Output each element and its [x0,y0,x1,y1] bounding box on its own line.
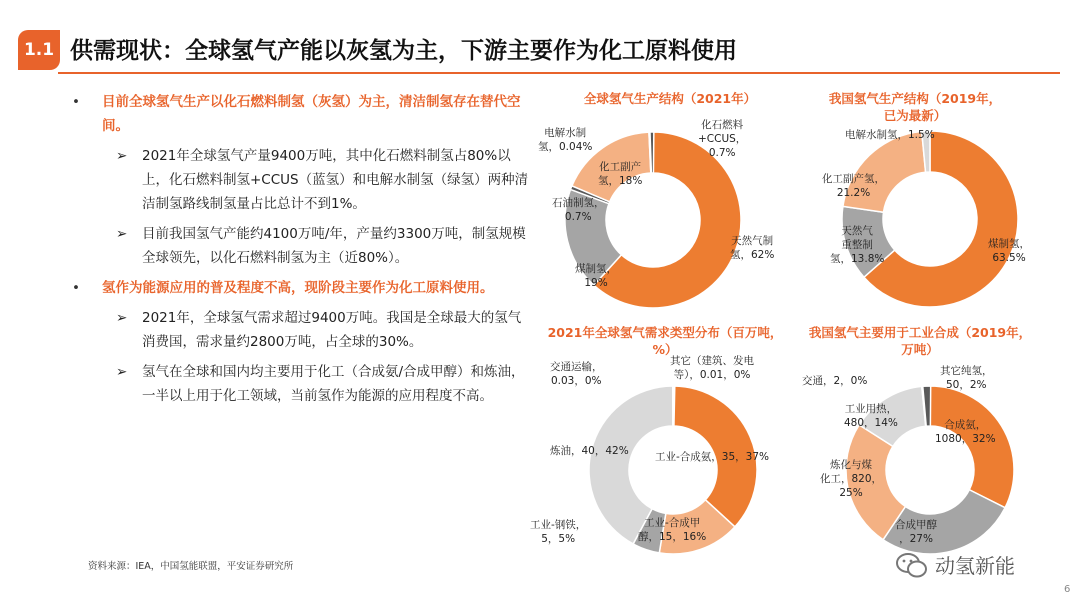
donut-slice [930,386,1014,508]
page-number: 6 [1064,584,1071,595]
slice-label [845,128,935,142]
slice-label-line: 电解水制 [544,127,587,139]
slice-label [598,160,642,188]
slice-label-line: 工业-合成氨，35，37% [655,451,769,463]
chart-panel-global-production [530,84,800,314]
slice-label-line: 天然气制 [731,235,774,247]
sub-bullet-text: 2021年，全球氢气需求超过9400万吨。我国是全球最大的氢气消费国，需求量约2800万吨，占全球的30%。 [142,310,522,350]
slice-label [895,518,937,546]
title-divider [58,72,1060,74]
bullet-icon: • [72,280,80,296]
slice-label-line: 石油制氢， [552,197,605,209]
slice-label [670,354,754,382]
sub-bullet [70,306,530,354]
slice-label-line: 工业-钢铁， [530,519,587,531]
donut-slice [673,386,674,426]
slice-label [550,444,629,458]
slice-label [822,172,885,200]
chart-panel-global-demand [530,320,800,560]
slice-label-line: 工业用热， [844,403,898,415]
bullet-point [70,90,530,138]
text-content [70,90,530,414]
slice-label-line: 化工副产氢， [822,173,885,185]
chart-title: 2021年全球氢气需求类型分布（百万吨，%） [547,325,783,357]
bullet-text: 氢作为能源应用的普及程度不高，现阶段主要作为化工原料使用。 [102,280,494,296]
chart-panel-china-demand [800,320,1070,560]
slice-label [988,237,1030,265]
slice-label-line: 氢，62% [730,249,775,261]
slice-label-line: 0.7% [708,147,736,159]
slice-label [655,450,769,464]
slice-label-line: 等），0.01，0% [673,369,751,381]
bullet-icon: • [72,94,80,110]
sub-bullet [70,144,530,216]
sub-bullet-text: 目前我国氢气产能约4100万吨/年，产量约3300万吨，制氢规模全球领先，以化石燃料制氢为主（近80%）。 [142,226,526,266]
chart-title: 我国氢气生产结构（2019年，已为最新） [828,91,1002,123]
donut-slice [650,132,654,173]
slice-label-line: 化工，820， [820,473,883,485]
slice-label-line: 煤制氢， [988,238,1030,250]
bullet-point [70,276,530,300]
slice-label [940,364,993,392]
slice-label [552,196,605,224]
slice-label-line: 氢，0.04% [538,141,593,153]
arrow-bullet-icon: ➢ [116,310,128,326]
slice-label-line: 工业-合成甲 [643,517,701,529]
arrow-bullet-icon: ➢ [116,226,128,242]
slice-label-line: ，27% [899,533,933,545]
slice-label-line: 化工副产 [599,161,642,173]
slice-label-line: 重整制 [841,239,873,251]
slice-label-line: 氢，18% [598,175,643,187]
slice-label [820,458,882,500]
arrow-bullet-icon: ➢ [116,364,128,380]
sub-bullet-text: 氢气在全球和国内均主要用于化工（合成氨/合成甲醇）和炼油，一半以上用于化工领域，当前氢作为能源的应用程度不高。 [142,364,525,404]
sub-bullet [70,222,530,270]
slice-label-line: 1080，32% [935,433,996,445]
slice-label-line: 19% [584,277,608,289]
slice-label-line: 电解水制氢，1.5% [845,129,935,141]
slice-label-line: 醇，15，16% [638,531,707,543]
slice-label-line: 炼化与煤 [830,459,873,471]
slice-label-line: 21.2% [836,187,871,199]
slice-label-line: 0.7% [564,211,592,223]
source-note: 资料来源：IEA，中国氢能联盟，平安证券研究所 [88,561,294,572]
slice-label-line: 480，14% [844,417,898,429]
slice-label-line: 25% [839,487,863,499]
slice-label-line: 交通运输， [550,361,603,373]
slice-label [698,118,746,160]
sub-bullet [70,360,530,408]
slice-label-line: +CCUS， [698,133,747,145]
slice-label-line: 交通，2，0% [802,375,868,387]
slice-label-line: 合成氨， [944,419,987,431]
section-badge: 1.1 [18,30,60,70]
bullet-text: 目前全球氢气生产以化石燃料制氢（灰氢）为主，清洁制氢存在替代空间。 [102,94,521,134]
slice-label [802,374,867,388]
arrow-bullet-icon: ➢ [116,148,128,164]
sub-bullet-text: 2021年全球氢气产量9400万吨，其中化石燃料制氢占80%以上，化石燃料制氢+CCUS（蓝氢）和电解水制氢（绿氢）两种清洁制氢路线制氢量占比总计不到1%。 [142,148,529,212]
slice-label-line: 63.5% [992,252,1026,264]
chart-panel-china-production [800,84,1070,314]
slice-label-line: 氢，13.8% [830,253,885,265]
slice-label [844,402,898,430]
slice-label [530,518,586,546]
slice-label [830,224,884,266]
slice-label [935,418,996,446]
chart-title: 全球氢气生产结构（2021年） [583,91,757,106]
wechat-icon [895,551,929,579]
slice-label [550,360,603,388]
slice-label-line: 其它（建筑、发电 [670,355,754,367]
slice-label-line: 50，2% [945,379,987,391]
page-title: 供需现状：全球氢气产能以灰氢为主，下游主要作为化工原料使用 [70,38,737,64]
slice-label-line: 煤制氢， [575,263,617,275]
slice-label-line: 炼油，40，42% [550,445,629,457]
slice-label-line: 其它纯氢， [940,365,993,377]
chart-title: 我国氢气主要用于工业合成（2019年，万吨） [808,325,1032,357]
slice-label [638,516,706,544]
slice-label-line: 天然气 [841,225,873,237]
slice-label [538,126,592,154]
watermark [895,550,1015,579]
slice-label-line: 5，5% [541,533,576,545]
slice-label-line: 化石燃料 [701,119,744,131]
watermark-text: 动氢新能 [935,554,1015,578]
slice-label [730,234,774,262]
slice-label-line: 0.03，0% [550,375,602,387]
slice-label-line: 合成甲醇 [895,519,937,531]
slice-label [575,262,617,290]
